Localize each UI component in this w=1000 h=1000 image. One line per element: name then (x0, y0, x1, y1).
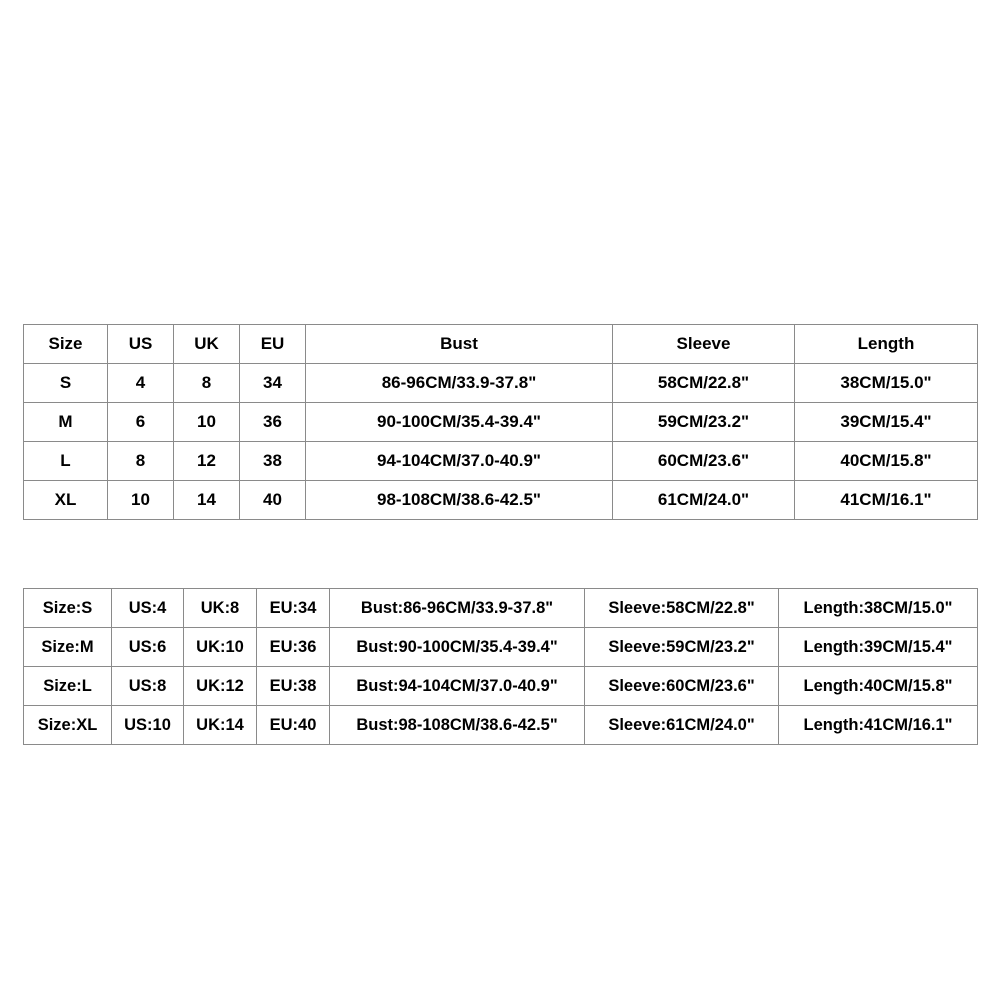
header-uk: UK (174, 325, 240, 364)
table-row (24, 589, 978, 628)
header-eu: EU (240, 325, 306, 364)
table-row (24, 442, 978, 481)
table-cell: Bust:94-104CM/37.0-40.9" (330, 667, 585, 706)
table-cell: EU:38 (257, 667, 330, 706)
table-cell: Sleeve:61CM/24.0" (585, 706, 779, 745)
table-row (24, 667, 978, 706)
table-cell: 38CM/15.0" (795, 364, 978, 403)
table-cell: 40 (240, 481, 306, 520)
table-cell: Bust:86-96CM/33.9-37.8" (330, 589, 585, 628)
table-cell: 41CM/16.1" (795, 481, 978, 520)
table-cell: 58CM/22.8" (613, 364, 795, 403)
size-chart-table (23, 324, 978, 520)
table-cell: S (24, 364, 108, 403)
table-cell: 59CM/23.2" (613, 403, 795, 442)
table-cell: EU:40 (257, 706, 330, 745)
table-cell: 36 (240, 403, 306, 442)
table-cell: EU:34 (257, 589, 330, 628)
table-cell: Sleeve:60CM/23.6" (585, 667, 779, 706)
table-cell: 14 (174, 481, 240, 520)
table-cell: US:6 (112, 628, 184, 667)
table-cell: US:10 (112, 706, 184, 745)
table-cell: 98-108CM/38.6-42.5" (306, 481, 613, 520)
table-cell: Bust:90-100CM/35.4-39.4" (330, 628, 585, 667)
header-sleeve: Sleeve (613, 325, 795, 364)
table-row (24, 403, 978, 442)
table-cell: 86-96CM/33.9-37.8" (306, 364, 613, 403)
table-cell: 60CM/23.6" (613, 442, 795, 481)
table-cell: 61CM/24.0" (613, 481, 795, 520)
header-us: US (108, 325, 174, 364)
table-cell: US:4 (112, 589, 184, 628)
table-row (24, 628, 978, 667)
table-cell: 8 (174, 364, 240, 403)
table-cell: 34 (240, 364, 306, 403)
table-cell: 38 (240, 442, 306, 481)
table-cell: Length:38CM/15.0" (779, 589, 978, 628)
table-cell: Length:39CM/15.4" (779, 628, 978, 667)
table-cell: 10 (108, 481, 174, 520)
table-cell: Sleeve:58CM/22.8" (585, 589, 779, 628)
table-cell: UK:12 (184, 667, 257, 706)
table-cell: Size:L (24, 667, 112, 706)
table-cell: Size:XL (24, 706, 112, 745)
table-row (24, 481, 978, 520)
table-cell: US:8 (112, 667, 184, 706)
table-cell: 12 (174, 442, 240, 481)
table-cell: 40CM/15.8" (795, 442, 978, 481)
table-cell: 90-100CM/35.4-39.4" (306, 403, 613, 442)
table-cell: L (24, 442, 108, 481)
table-cell: 6 (108, 403, 174, 442)
table-header-row (24, 325, 978, 364)
table-cell: Bust:98-108CM/38.6-42.5" (330, 706, 585, 745)
table-cell: UK:10 (184, 628, 257, 667)
table-cell: Length:40CM/15.8" (779, 667, 978, 706)
table-cell: UK:8 (184, 589, 257, 628)
table-cell: Size:S (24, 589, 112, 628)
header-size: Size (24, 325, 108, 364)
table-row (24, 706, 978, 745)
table-cell: 4 (108, 364, 174, 403)
table-cell: 8 (108, 442, 174, 481)
table-cell: Length:41CM/16.1" (779, 706, 978, 745)
table-cell: M (24, 403, 108, 442)
table-cell: 39CM/15.4" (795, 403, 978, 442)
size-summary-table (23, 588, 978, 745)
table-cell: 10 (174, 403, 240, 442)
table-cell: EU:36 (257, 628, 330, 667)
header-length: Length (795, 325, 978, 364)
table-cell: XL (24, 481, 108, 520)
table-cell: UK:14 (184, 706, 257, 745)
table-cell: Size:M (24, 628, 112, 667)
table-row (24, 364, 978, 403)
table-cell: 94-104CM/37.0-40.9" (306, 442, 613, 481)
table-cell: Sleeve:59CM/23.2" (585, 628, 779, 667)
header-bust: Bust (306, 325, 613, 364)
